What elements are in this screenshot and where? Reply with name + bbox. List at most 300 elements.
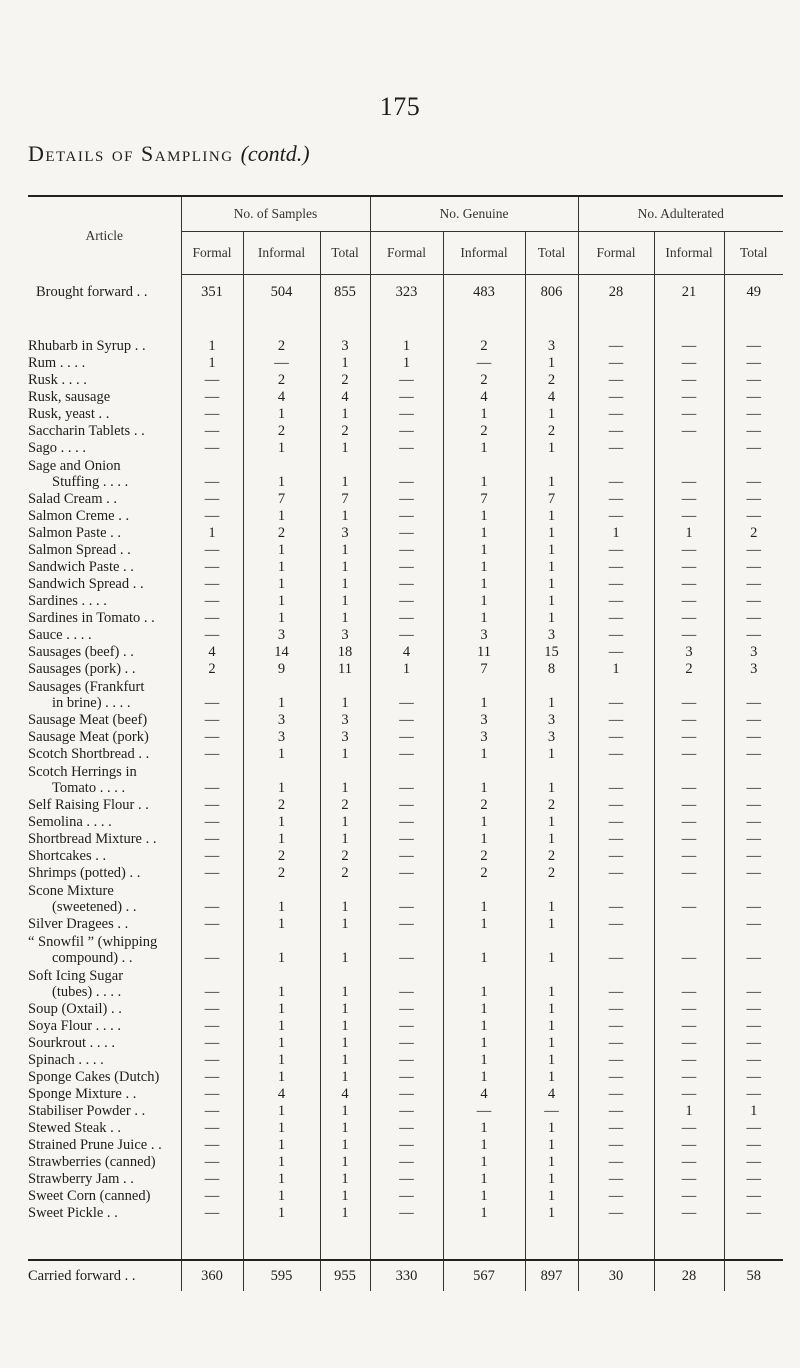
table-cell: 1	[443, 677, 525, 711]
table-cell: 1	[443, 1170, 525, 1187]
group-header-genuine: No. Genuine	[370, 196, 578, 232]
table-cell: 1	[243, 1051, 320, 1068]
table-cell: 4	[243, 1085, 320, 1102]
spacer-row	[28, 1221, 783, 1260]
table-cell: —	[746, 1120, 762, 1136]
table-row	[28, 626, 783, 643]
table-cell: 1	[443, 1204, 525, 1221]
table-cell: —	[370, 728, 443, 745]
table-cell: 1	[320, 592, 370, 609]
article-name: Rusk . . . .	[28, 372, 87, 388]
table-row	[28, 592, 783, 609]
table-cell: —	[370, 677, 443, 711]
table-cell: 2	[525, 796, 578, 813]
article-name: Sweet Corn (canned)	[28, 1188, 151, 1204]
table-cell	[654, 439, 724, 456]
table-cell: —	[746, 508, 762, 524]
table-cell: —	[746, 1035, 762, 1051]
table-cell: —	[654, 1017, 724, 1034]
table-cell: —	[746, 848, 762, 864]
table-row	[28, 456, 783, 490]
sampling-table	[28, 195, 783, 1291]
table-cell: —	[746, 389, 762, 405]
table-cell: 1	[243, 762, 320, 796]
table-cell: 1	[243, 439, 320, 456]
table-cell: —	[654, 813, 724, 830]
table-cell: —	[578, 1119, 654, 1136]
table-cell: 2	[443, 796, 525, 813]
table-row	[28, 1068, 783, 1085]
table-cell: 4	[370, 643, 443, 660]
table-cell: 4	[243, 388, 320, 405]
table-cell: —	[181, 1085, 243, 1102]
article-name: Stewed Steak . .	[28, 1120, 122, 1136]
table-cell: —	[370, 558, 443, 575]
table-cell: —	[654, 966, 724, 1000]
table-cell: 7	[525, 490, 578, 507]
spacer-cell	[443, 309, 525, 337]
article-name: Sardines in Tomato . .	[28, 610, 155, 626]
table-row	[28, 830, 783, 847]
table-cell: —	[578, 966, 654, 1000]
table-cell: —	[370, 524, 443, 541]
table-cell: 1	[443, 405, 525, 422]
table-cell: 1	[525, 1017, 578, 1034]
table-cell: —	[746, 372, 762, 388]
table-cell: 1	[320, 745, 370, 762]
table-cell: —	[181, 439, 243, 456]
table-row	[28, 796, 783, 813]
table-cell: —	[370, 1170, 443, 1187]
table-cell: 1	[443, 813, 525, 830]
table-cell: —	[746, 984, 762, 1000]
table-cell: 1	[243, 1170, 320, 1187]
table-cell: 1	[320, 1136, 370, 1153]
article-cell	[28, 813, 181, 830]
table-cell: 1	[525, 1034, 578, 1051]
table-cell: —	[746, 746, 762, 762]
table-cell: —	[746, 593, 762, 609]
table-cell: —	[370, 966, 443, 1000]
table-cell: —	[654, 881, 724, 915]
table-cell: 2	[654, 660, 724, 677]
article-name: Shortcakes . .	[28, 848, 107, 864]
table-cell: —	[578, 1068, 654, 1085]
article-cell	[28, 660, 181, 677]
table-row	[28, 354, 783, 371]
table-cell: 1	[525, 524, 578, 541]
table-cell: 1	[525, 881, 578, 915]
table-cell: —	[370, 711, 443, 728]
table-cell: 1	[525, 1051, 578, 1068]
table-cell: —	[654, 575, 724, 592]
table-cell: 1	[525, 915, 578, 932]
table-row	[28, 864, 783, 881]
table-cell: —	[181, 728, 243, 745]
table-cell: 2	[243, 796, 320, 813]
table-cell: —	[181, 966, 243, 1000]
table-cell: 1	[578, 660, 654, 677]
table-cell: 3	[443, 626, 525, 643]
table-cell: —	[578, 1017, 654, 1034]
table-cell: 18	[320, 643, 370, 660]
sub-header: Informal	[443, 232, 525, 275]
article-name: Sardines . . . .	[28, 593, 107, 609]
table-row	[28, 1170, 783, 1187]
table-cell: —	[746, 1001, 762, 1017]
spacer-row	[28, 309, 783, 337]
table-cell: 1	[443, 558, 525, 575]
article-name: Sausages (Frankfurt	[28, 679, 145, 695]
table-cell: 1	[525, 575, 578, 592]
spacer-cell	[181, 309, 243, 337]
table-cell: —	[181, 830, 243, 847]
table-cell: —	[181, 388, 243, 405]
table-cell: 1	[443, 745, 525, 762]
table-cell: —	[370, 592, 443, 609]
table-cell: —	[181, 915, 243, 932]
table-row	[28, 541, 783, 558]
table-cell: 4	[443, 388, 525, 405]
table-cell: 1	[243, 1119, 320, 1136]
table-cell: —	[370, 405, 443, 422]
table-cell: 1	[525, 813, 578, 830]
article-cell	[28, 643, 181, 660]
sub-header: Formal	[370, 232, 443, 275]
article-cell	[28, 456, 181, 490]
table-cell: —	[578, 439, 654, 456]
table-cell: 1	[443, 762, 525, 796]
table-cell: 1	[320, 1170, 370, 1187]
table-cell: —	[243, 354, 320, 371]
article-name: Sausage Meat (beef)	[28, 712, 148, 728]
table-cell: 1	[443, 1187, 525, 1204]
page-number: 175	[379, 92, 421, 121]
article-cell	[28, 745, 181, 762]
table-cell: 1	[320, 1119, 370, 1136]
table-cell: —	[578, 422, 654, 439]
table-cell: —	[654, 1034, 724, 1051]
article-cell	[28, 762, 181, 796]
table-row	[28, 1119, 783, 1136]
table-row	[28, 711, 783, 728]
table-row	[28, 660, 783, 677]
spacer-cell	[28, 1221, 181, 1260]
table-cell: —	[746, 576, 762, 592]
article-name: (sweetened) . .	[52, 899, 137, 915]
table-cell: —	[654, 847, 724, 864]
table-cell: —	[578, 1187, 654, 1204]
table-cell: —	[370, 456, 443, 490]
table-cell: —	[578, 626, 654, 643]
table-cell: 1	[370, 337, 443, 354]
table-cell: —	[578, 1102, 654, 1119]
table-cell: 1	[181, 354, 243, 371]
article-cell	[28, 609, 181, 626]
sub-header: Formal	[181, 232, 243, 275]
table-cell: 1	[181, 524, 243, 541]
table-row	[28, 422, 783, 439]
table-cell: 3	[320, 524, 370, 541]
table-cell: 2	[320, 422, 370, 439]
table-row	[28, 677, 783, 711]
article-name: Sauce . . . .	[28, 627, 92, 643]
article-name: “ Snowfil ” (whipping	[28, 934, 158, 950]
table-cell: —	[370, 1153, 443, 1170]
sub-header: Formal	[578, 232, 654, 275]
table-cell: —	[746, 950, 762, 966]
table-cell: 2	[443, 337, 525, 354]
table-cell: —	[181, 456, 243, 490]
table-cell: —	[746, 1086, 762, 1102]
table-cell: 360	[181, 1260, 243, 1291]
table-cell: —	[578, 847, 654, 864]
table-cell: 1	[320, 1187, 370, 1204]
article-name: Strawberries (canned)	[28, 1154, 156, 1170]
table-cell: 1	[320, 558, 370, 575]
table-cell: —	[181, 1170, 243, 1187]
table-cell: —	[746, 559, 762, 575]
table-cell: —	[746, 1188, 762, 1204]
article-name: Sago . . . .	[28, 440, 86, 456]
table-cell: 3	[525, 337, 578, 354]
table-cell: —	[654, 711, 724, 728]
table-cell: 7	[320, 490, 370, 507]
table-cell: —	[746, 610, 762, 626]
table-cell: 1	[243, 1136, 320, 1153]
spacer-cell	[525, 1221, 578, 1260]
table-cell: 1	[243, 1102, 320, 1119]
spacer-cell	[578, 1221, 654, 1260]
table-cell: 4	[525, 1085, 578, 1102]
table-cell: 1	[320, 439, 370, 456]
table-cell: —	[578, 813, 654, 830]
table-cell: —	[181, 932, 243, 966]
article-name: Spinach . . . .	[28, 1052, 104, 1068]
table-cell: 2	[243, 337, 320, 354]
table-cell: —	[370, 1085, 443, 1102]
table-cell: —	[370, 388, 443, 405]
table-cell: 3	[243, 626, 320, 643]
article-name: Soya Flour . . . .	[28, 1018, 122, 1034]
table-cell: 2	[750, 525, 758, 541]
table-cell: 1	[243, 830, 320, 847]
table-cell: 1	[181, 337, 243, 354]
table-row	[28, 932, 783, 966]
spacer-cell	[370, 309, 443, 337]
table-cell: —	[654, 1153, 724, 1170]
article-name: Stabiliser Powder . .	[28, 1103, 146, 1119]
table-cell: —	[370, 796, 443, 813]
table-row	[28, 371, 783, 388]
table-cell: 1	[243, 813, 320, 830]
table-cell: 1	[443, 1119, 525, 1136]
table-cell: 1	[243, 1153, 320, 1170]
page-title	[28, 141, 310, 167]
group-header-samples: No. of Samples	[181, 196, 370, 232]
table-cell: —	[370, 1204, 443, 1221]
article-name: Scone Mixture	[28, 883, 114, 899]
table-cell: —	[525, 1102, 578, 1119]
table-cell: 1	[243, 541, 320, 558]
article-name: Saccharin Tablets . .	[28, 423, 145, 439]
table-cell: 1	[320, 677, 370, 711]
group-header-row	[28, 196, 783, 232]
table-cell: 1	[525, 592, 578, 609]
table-cell: —	[654, 388, 724, 405]
table-cell: 7	[243, 490, 320, 507]
table-cell: 2	[320, 847, 370, 864]
table-row	[28, 507, 783, 524]
table-cell: 3	[320, 728, 370, 745]
table-cell: —	[370, 881, 443, 915]
table-cell: 4	[443, 1085, 525, 1102]
table-cell: 1	[525, 1187, 578, 1204]
sampling-table-container	[28, 195, 783, 1360]
article-name: Scotch Shortbread . .	[28, 746, 150, 762]
table-cell: 1	[320, 609, 370, 626]
table-cell: 1	[320, 1051, 370, 1068]
article-name: Strawberry Jam . .	[28, 1171, 134, 1187]
table-cell: —	[181, 422, 243, 439]
table-cell: 1	[243, 1068, 320, 1085]
spacer-cell	[724, 309, 783, 337]
table-cell: —	[370, 507, 443, 524]
table-cell: 1	[443, 592, 525, 609]
table-cell: 1	[750, 1103, 758, 1119]
table-cell: —	[443, 1102, 525, 1119]
table-cell: 1	[320, 1034, 370, 1051]
table-cell: 1	[443, 456, 525, 490]
table-cell: —	[181, 711, 243, 728]
table-cell: —	[578, 796, 654, 813]
table-cell: —	[443, 354, 525, 371]
spacer-cell	[320, 1221, 370, 1260]
table-cell: 15	[525, 643, 578, 660]
table-cell: —	[654, 626, 724, 643]
table-cell: —	[181, 626, 243, 643]
table-cell: 3	[320, 626, 370, 643]
table-cell: —	[181, 507, 243, 524]
article-name: Rusk, yeast . .	[28, 406, 110, 422]
table-cell	[654, 915, 724, 932]
table-row	[28, 490, 783, 507]
table-cell: —	[654, 830, 724, 847]
table-cell: 1	[443, 1051, 525, 1068]
table-row	[28, 524, 783, 541]
table-cell: 1	[525, 354, 578, 371]
article-name: Strained Prune Juice . .	[28, 1137, 162, 1153]
article-cell	[28, 966, 181, 1000]
article-name: Soup (Oxtail) . .	[28, 1001, 122, 1017]
article-cell	[28, 490, 181, 507]
table-cell: 1	[654, 524, 724, 541]
table-cell: 2	[443, 422, 525, 439]
article-name: compound) . .	[52, 950, 133, 966]
table-cell: —	[181, 1119, 243, 1136]
table-cell: 330	[370, 1260, 443, 1291]
table-cell: 483	[443, 275, 525, 310]
table-cell: 1	[578, 524, 654, 541]
table-cell: —	[370, 1119, 443, 1136]
table-cell: —	[654, 1187, 724, 1204]
table-cell: —	[746, 627, 762, 643]
table-row	[28, 575, 783, 592]
table-cell: —	[746, 780, 762, 796]
table-cell: —	[746, 1205, 762, 1221]
table-cell: 1	[320, 813, 370, 830]
table-cell: —	[181, 1017, 243, 1034]
sub-header: Total	[724, 232, 783, 275]
article-cell	[28, 728, 181, 745]
table-cell: —	[578, 490, 654, 507]
article-cell	[28, 915, 181, 932]
table-cell: —	[181, 1000, 243, 1017]
table-cell: 1	[320, 1153, 370, 1170]
table-cell: 4	[320, 1085, 370, 1102]
table-row	[28, 1085, 783, 1102]
table-cell: —	[578, 643, 654, 660]
table-cell: 1	[525, 541, 578, 558]
spacer-cell	[578, 309, 654, 337]
table-cell: 1	[443, 1034, 525, 1051]
title-text: Details of Sampling	[28, 141, 234, 166]
article-name: Sweet Pickle . .	[28, 1205, 118, 1221]
table-cell: 1	[320, 1000, 370, 1017]
table-cell: 3	[525, 626, 578, 643]
table-cell: —	[746, 1018, 762, 1034]
table-cell: 1	[443, 507, 525, 524]
article-name: Shrimps (potted) . .	[28, 865, 141, 881]
table-cell: 1	[525, 439, 578, 456]
table-cell: 3	[750, 644, 758, 660]
table-cell: —	[746, 1137, 762, 1153]
table-cell: —	[654, 1085, 724, 1102]
article-name: Sandwich Spread . .	[28, 576, 144, 592]
table-cell: —	[181, 541, 243, 558]
article-name: Sausages (pork) . .	[28, 661, 136, 677]
article-name: Sandwich Paste . .	[28, 559, 134, 575]
table-cell: 1	[320, 881, 370, 915]
table-cell: 1	[525, 1119, 578, 1136]
table-cell: —	[578, 405, 654, 422]
article-name: Rusk, sausage	[28, 389, 111, 405]
table-row	[28, 388, 783, 405]
table-row	[28, 405, 783, 422]
table-cell: 4	[181, 643, 243, 660]
table-row	[28, 439, 783, 456]
table-cell: —	[654, 541, 724, 558]
table-cell: —	[370, 1000, 443, 1017]
table-cell: —	[746, 916, 762, 932]
table-cell: —	[370, 575, 443, 592]
article-name: Rum . . . .	[28, 355, 86, 371]
sub-header: Informal	[654, 232, 724, 275]
table-cell: 1	[243, 677, 320, 711]
table-cell: 2	[443, 847, 525, 864]
article-cell	[28, 541, 181, 558]
article-cell	[28, 558, 181, 575]
article-cell	[28, 575, 181, 592]
article-name: Sausages (beef) . .	[28, 644, 134, 660]
article-cell	[28, 1000, 181, 1017]
table-cell: —	[578, 1051, 654, 1068]
table-cell: —	[654, 728, 724, 745]
table-row	[28, 966, 783, 1000]
table-row	[28, 558, 783, 575]
table-cell: —	[578, 1034, 654, 1051]
article-cell	[28, 1187, 181, 1204]
